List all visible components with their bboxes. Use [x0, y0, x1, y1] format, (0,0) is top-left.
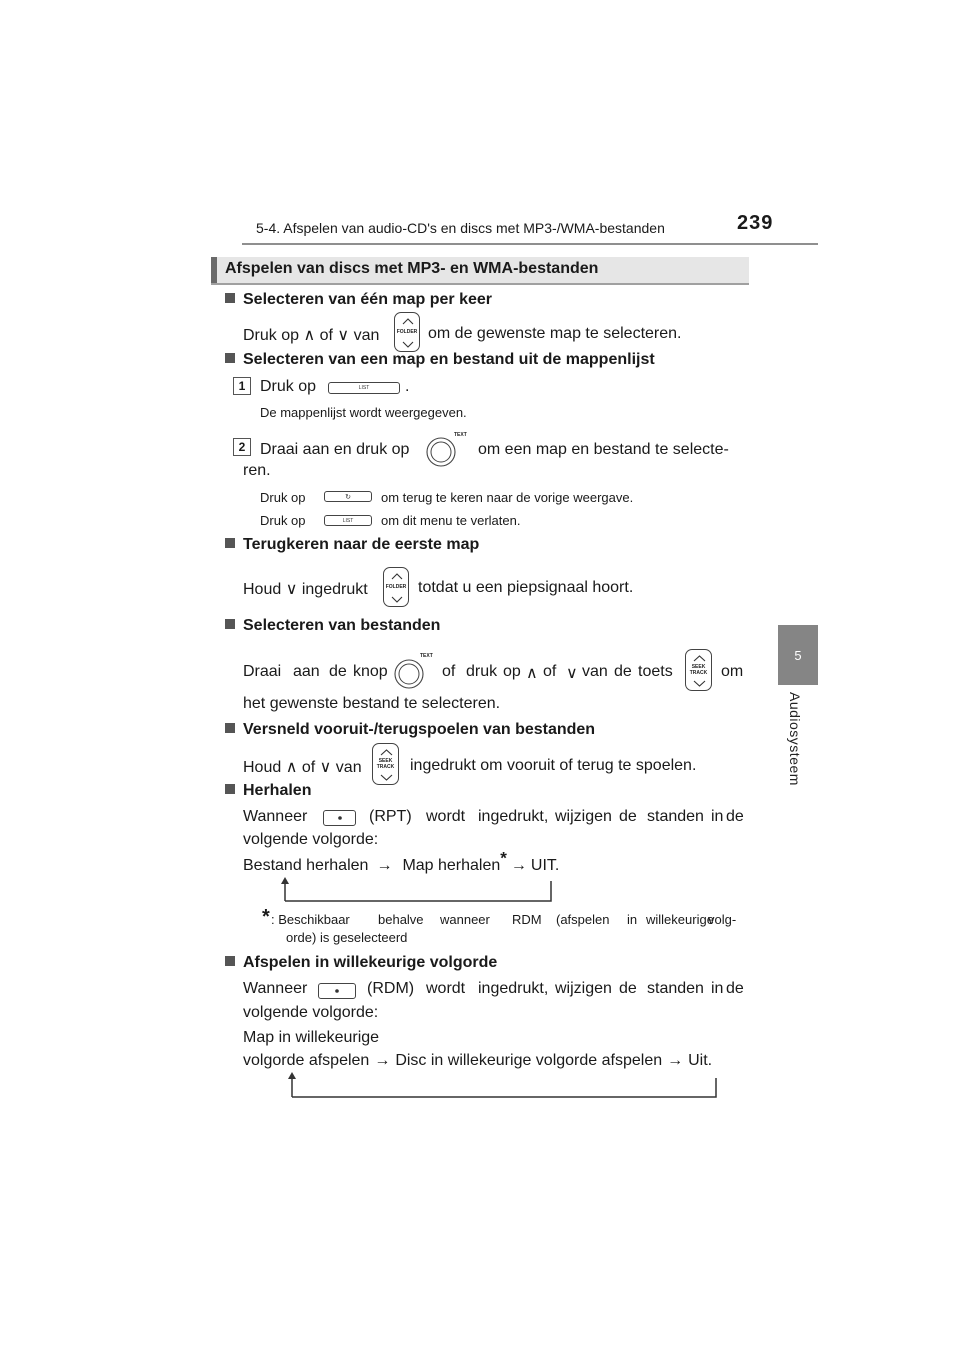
- chapter-number: 5: [794, 647, 802, 663]
- bullet-square-icon: [225, 619, 235, 629]
- text-random-w8: in: [711, 980, 724, 997]
- header-rule: [242, 243, 818, 245]
- text-repeat-w4: ingedrukt,: [478, 808, 549, 825]
- text-random-w2: (RDM): [367, 980, 415, 997]
- cycle-arrow-random: [283, 1070, 723, 1100]
- footnote-w8: volg-: [708, 912, 737, 927]
- bullet-square-icon: [225, 956, 235, 966]
- text-select-files-w13: toets: [638, 663, 673, 680]
- cycle-arrow-repeat: [276, 875, 560, 905]
- text-select-files-w4: knop: [353, 663, 388, 680]
- text-step1-a: Druk op: [260, 378, 317, 395]
- text-select-files-w1: Draai: [243, 663, 282, 680]
- footnote-w5: (afspelen: [556, 912, 610, 927]
- note-exit-a: Druk op: [260, 513, 306, 528]
- text-select-files-w9: of: [543, 663, 557, 680]
- text-select-files-w14: om: [721, 663, 744, 680]
- text-repeat-w6: de: [619, 808, 637, 825]
- text-step2-c: ren.: [243, 462, 271, 479]
- footnote-w3: wanneer: [440, 912, 490, 927]
- bullet-square-icon: [225, 293, 235, 303]
- bullet-square-icon: [225, 538, 235, 548]
- text-select-files-w7: op: [503, 663, 521, 680]
- bullet-square-icon: [225, 784, 235, 794]
- text-random-line2: volgende volgorde:: [243, 1004, 379, 1021]
- footnote-w7: willekeurige: [646, 912, 714, 927]
- section-title-bar: [211, 257, 749, 285]
- step-number-2: 2: [233, 438, 251, 456]
- text-repeat-w8: in: [711, 808, 724, 825]
- heading-select-files: Selecteren van bestanden: [225, 617, 440, 635]
- text-first-folder-b: totdat u een piepsignaal hoort.: [418, 579, 634, 596]
- note-exit-b: om dit menu te verlaten.: [381, 513, 521, 528]
- text-select-files-w8: ∧: [526, 665, 538, 682]
- back-button-icon: ↻: [324, 491, 372, 502]
- text-knob-icon: [425, 434, 459, 468]
- heading-repeat: Herhalen: [225, 782, 311, 800]
- text-fast-forward-b: ingedrukt om vooruit of terug te spoelen.: [410, 757, 697, 774]
- section-title: Afspelen van discs met MP3- en WMA-bestanden: [225, 260, 599, 277]
- chapter-tab: [778, 625, 818, 685]
- text-select-files-w3: de: [329, 663, 347, 680]
- note-back-b: om terug te keren naar de vorige weergave.: [381, 490, 634, 505]
- step-number-1: 1: [233, 377, 251, 395]
- running-header: 5-4. Afspelen van audio-CD's en discs met MP3-/WMA-bestanden: [256, 220, 665, 236]
- heading-first-folder: Terugkeren naar de eerste map: [225, 536, 479, 554]
- text-first-folder-a: Houd ∨ ingedrukt: [243, 581, 368, 598]
- text-random-line3: Map in willekeurige: [243, 1029, 380, 1046]
- text-random-w1: Wanneer: [243, 980, 308, 997]
- heading-fast-forward: Versneld vooruit-/terugspoelen van bestanden: [225, 721, 595, 739]
- heading-select-folder: Selecteren van één map per keer: [225, 291, 492, 309]
- text-repeat-w9: de: [726, 808, 744, 825]
- heading-folder-list: Selecteren van een map en bestand uit de mappenlijst: [225, 351, 655, 369]
- text-step1-b: .: [405, 378, 410, 395]
- text-select-files-w2: aan: [293, 663, 320, 680]
- text-step2-b: om een map en bestand te selecte-: [478, 441, 729, 458]
- text-random-w7: standen: [647, 980, 704, 997]
- text-select-files-w5: of: [442, 663, 456, 680]
- text-select-files-w11: van: [582, 663, 608, 680]
- section-title-accent: [211, 257, 217, 283]
- text-repeat-w5: wijzigen: [555, 808, 612, 825]
- bullet-square-icon: [225, 723, 235, 733]
- preset-button-icon: [323, 810, 356, 826]
- text-knob-label: TEXT: [454, 432, 467, 438]
- list-button-icon: LIST: [324, 515, 372, 526]
- text-step2-a: Draai aan en druk op: [260, 441, 410, 458]
- text-random-w4: ingedrukt,: [478, 980, 549, 997]
- footnote-w4: RDM: [512, 912, 542, 927]
- text-repeat-w2: (RPT): [369, 808, 412, 825]
- text-knob-icon: [393, 656, 427, 690]
- text-random-w3: wordt: [426, 980, 466, 997]
- text-select-files-line2: het gewenste bestand te selecteren.: [243, 695, 501, 712]
- footnote-w1: : Beschikbaar: [271, 912, 350, 927]
- text-select-folder-a: Druk op ∧ of ∨ van: [243, 327, 380, 344]
- seek-track-button-icon: SEEK TRACK: [685, 649, 712, 691]
- text-random-w9: de: [726, 980, 744, 997]
- text-repeat-w7: standen: [647, 808, 704, 825]
- list-button-icon: LIST: [328, 382, 400, 394]
- text-select-files-w12: de: [614, 663, 632, 680]
- folder-button-icon: FOLDER: [394, 312, 420, 352]
- text-select-files-w10: ∨: [566, 665, 578, 682]
- bullet-square-icon: [225, 353, 235, 363]
- text-knob-label: TEXT: [420, 653, 433, 659]
- folder-button-icon: FOLDER: [383, 567, 409, 607]
- footnote-w2: behalve: [378, 912, 424, 927]
- page-number: 239: [737, 212, 774, 234]
- text-repeat-line2: volgende volgorde:: [243, 831, 379, 848]
- text-select-files-w6: druk: [466, 663, 498, 680]
- seek-track-button-icon: SEEK TRACK: [372, 743, 399, 785]
- note-back-a: Druk op: [260, 490, 306, 505]
- text-random-sequence: volgorde afspelen → Disc in willekeurige volgorde afspelen → Uit.: [243, 1052, 713, 1069]
- text-random-w6: de: [619, 980, 637, 997]
- footnote-w6: in: [627, 912, 638, 927]
- chapter-label: Audiosysteem: [787, 692, 803, 786]
- text-select-folder-b: om de gewenste map te selecteren.: [428, 325, 682, 342]
- text-repeat-sequence: Bestand herhalen → Map herhalen* → UIT.: [243, 848, 560, 874]
- note-step1: De mappenlijst wordt weergegeven.: [260, 405, 467, 420]
- footnote-star: *: [262, 906, 270, 928]
- text-fast-forward-a: Houd ∧ of ∨ van: [243, 759, 362, 776]
- footnote-line2: orde) is geselecteerd: [286, 930, 408, 945]
- heading-random: Afspelen in willekeurige volgorde: [225, 954, 497, 972]
- text-repeat-w1: Wanneer: [243, 808, 308, 825]
- text-random-w5: wijzigen: [555, 980, 612, 997]
- text-repeat-w3: wordt: [426, 808, 466, 825]
- preset-button-icon: [318, 983, 356, 999]
